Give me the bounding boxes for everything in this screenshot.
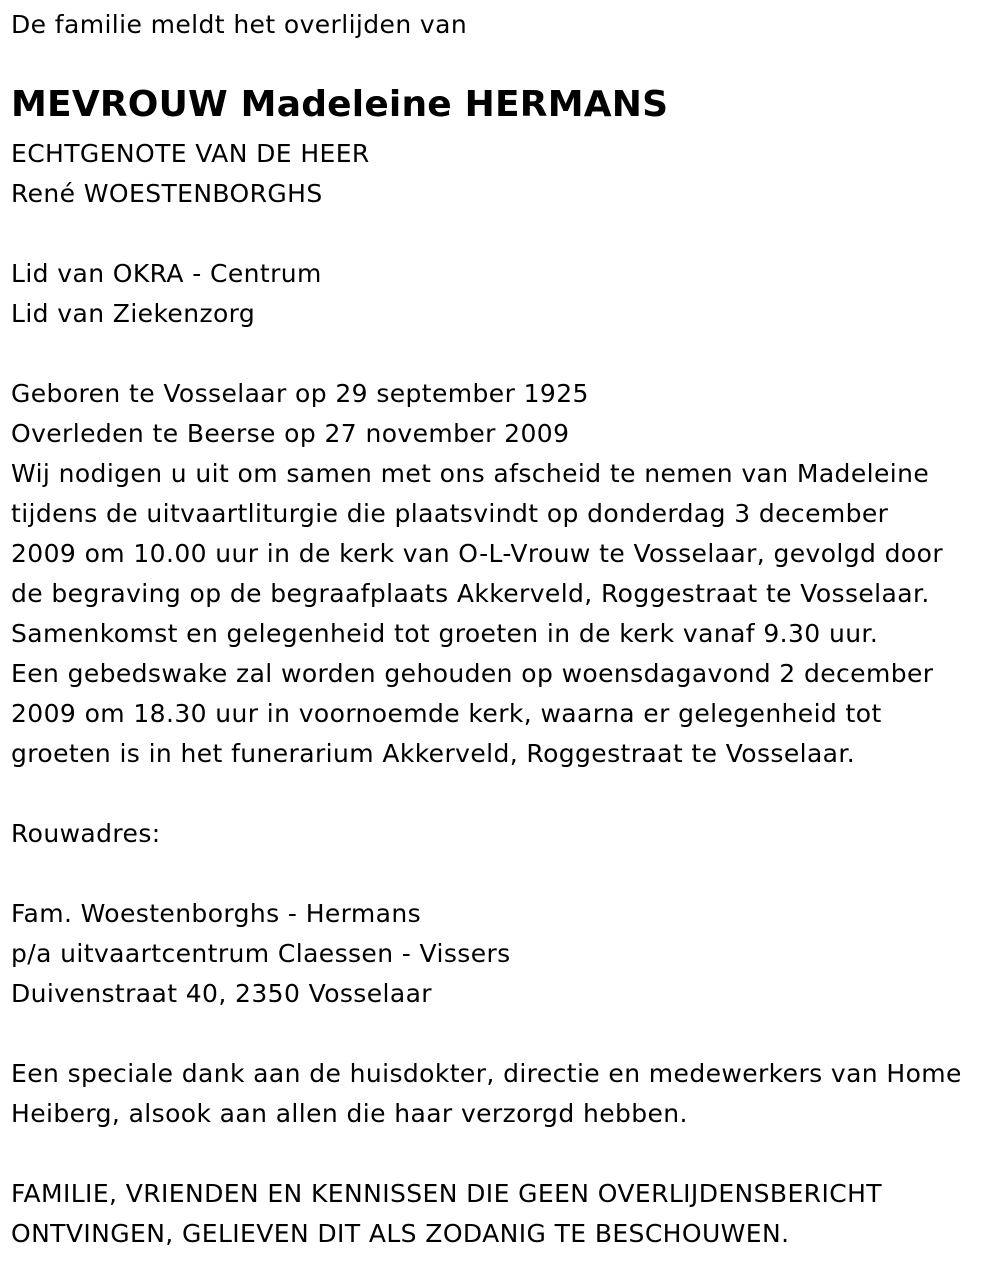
details-line: Wij nodigen u uit om samen met ons afscheid te nemen van Madeleine — [11, 459, 930, 488]
funeral-details-block — [11, 374, 943, 774]
details-line: tijdens de uitvaartliturgie die plaatsvindt op donderdag 3 december — [11, 499, 889, 528]
thanks-line: Heiberg, alsook aan allen die haar verzorgd hebben. — [11, 1099, 688, 1128]
details-line: Een gebedswake zal worden gehouden op woensdagavond 2 december — [11, 659, 934, 688]
thanks-line: Een speciale dank aan de huisdokter, directie en medewerkers van Home — [11, 1059, 962, 1088]
thanks-block — [11, 1054, 962, 1134]
rouwadres-label: Rouwadres: — [11, 819, 161, 848]
death-line: Overleden te Beerse op 27 november 2009 — [11, 419, 570, 448]
memberships-block — [11, 254, 322, 334]
deceased-name: MEVROUW Madeleine HERMANS — [11, 84, 669, 125]
details-line: 2009 om 18.30 uur in voornoemde kerk, waarna er gelegenheid tot — [11, 699, 882, 728]
membership-line: Lid van Ziekenzorg — [11, 299, 256, 328]
notice-block — [11, 1174, 882, 1254]
birth-line: Geboren te Vosselaar op 29 september 1925 — [11, 379, 589, 408]
notice-line: FAMILIE, VRIENDEN EN KENNISSEN DIE GEEN OVERLIJDENSBERICHT — [11, 1179, 882, 1208]
intro-text: De familie meldt het overlijden van — [11, 10, 468, 39]
spouse-line: ECHTGENOTE VAN DE HEER — [11, 139, 370, 168]
address-line: Duivenstraat 40, 2350 Vosselaar — [11, 979, 432, 1008]
details-line: Samenkomst en gelegenheid tot groeten in de kerk vanaf 9.30 uur. — [11, 619, 879, 648]
membership-line: Lid van OKRA - Centrum — [11, 259, 322, 288]
details-line: 2009 om 10.00 uur in de kerk van O-L-Vrouw te Vosselaar, gevolgd door — [11, 539, 943, 568]
details-line: groeten is in het funerarium Akkerveld, Roggestraat te Vosselaar. — [11, 739, 856, 768]
address-line: p/a uitvaartcentrum Claessen - Vissers — [11, 939, 511, 968]
notice-line: ONTVINGEN, GELIEVEN DIT ALS ZODANIG TE BESCHOUWEN. — [11, 1219, 790, 1248]
spouse-line: René WOESTENBORGHS — [11, 179, 323, 208]
spouse-block — [11, 134, 370, 214]
address-block — [11, 894, 511, 1014]
details-line: de begraving op de begraafplaats Akkerveld, Roggestraat te Vosselaar. — [11, 579, 930, 608]
address-line: Fam. Woestenborghs - Hermans — [11, 899, 422, 928]
rouwadres-label-block — [11, 814, 161, 854]
